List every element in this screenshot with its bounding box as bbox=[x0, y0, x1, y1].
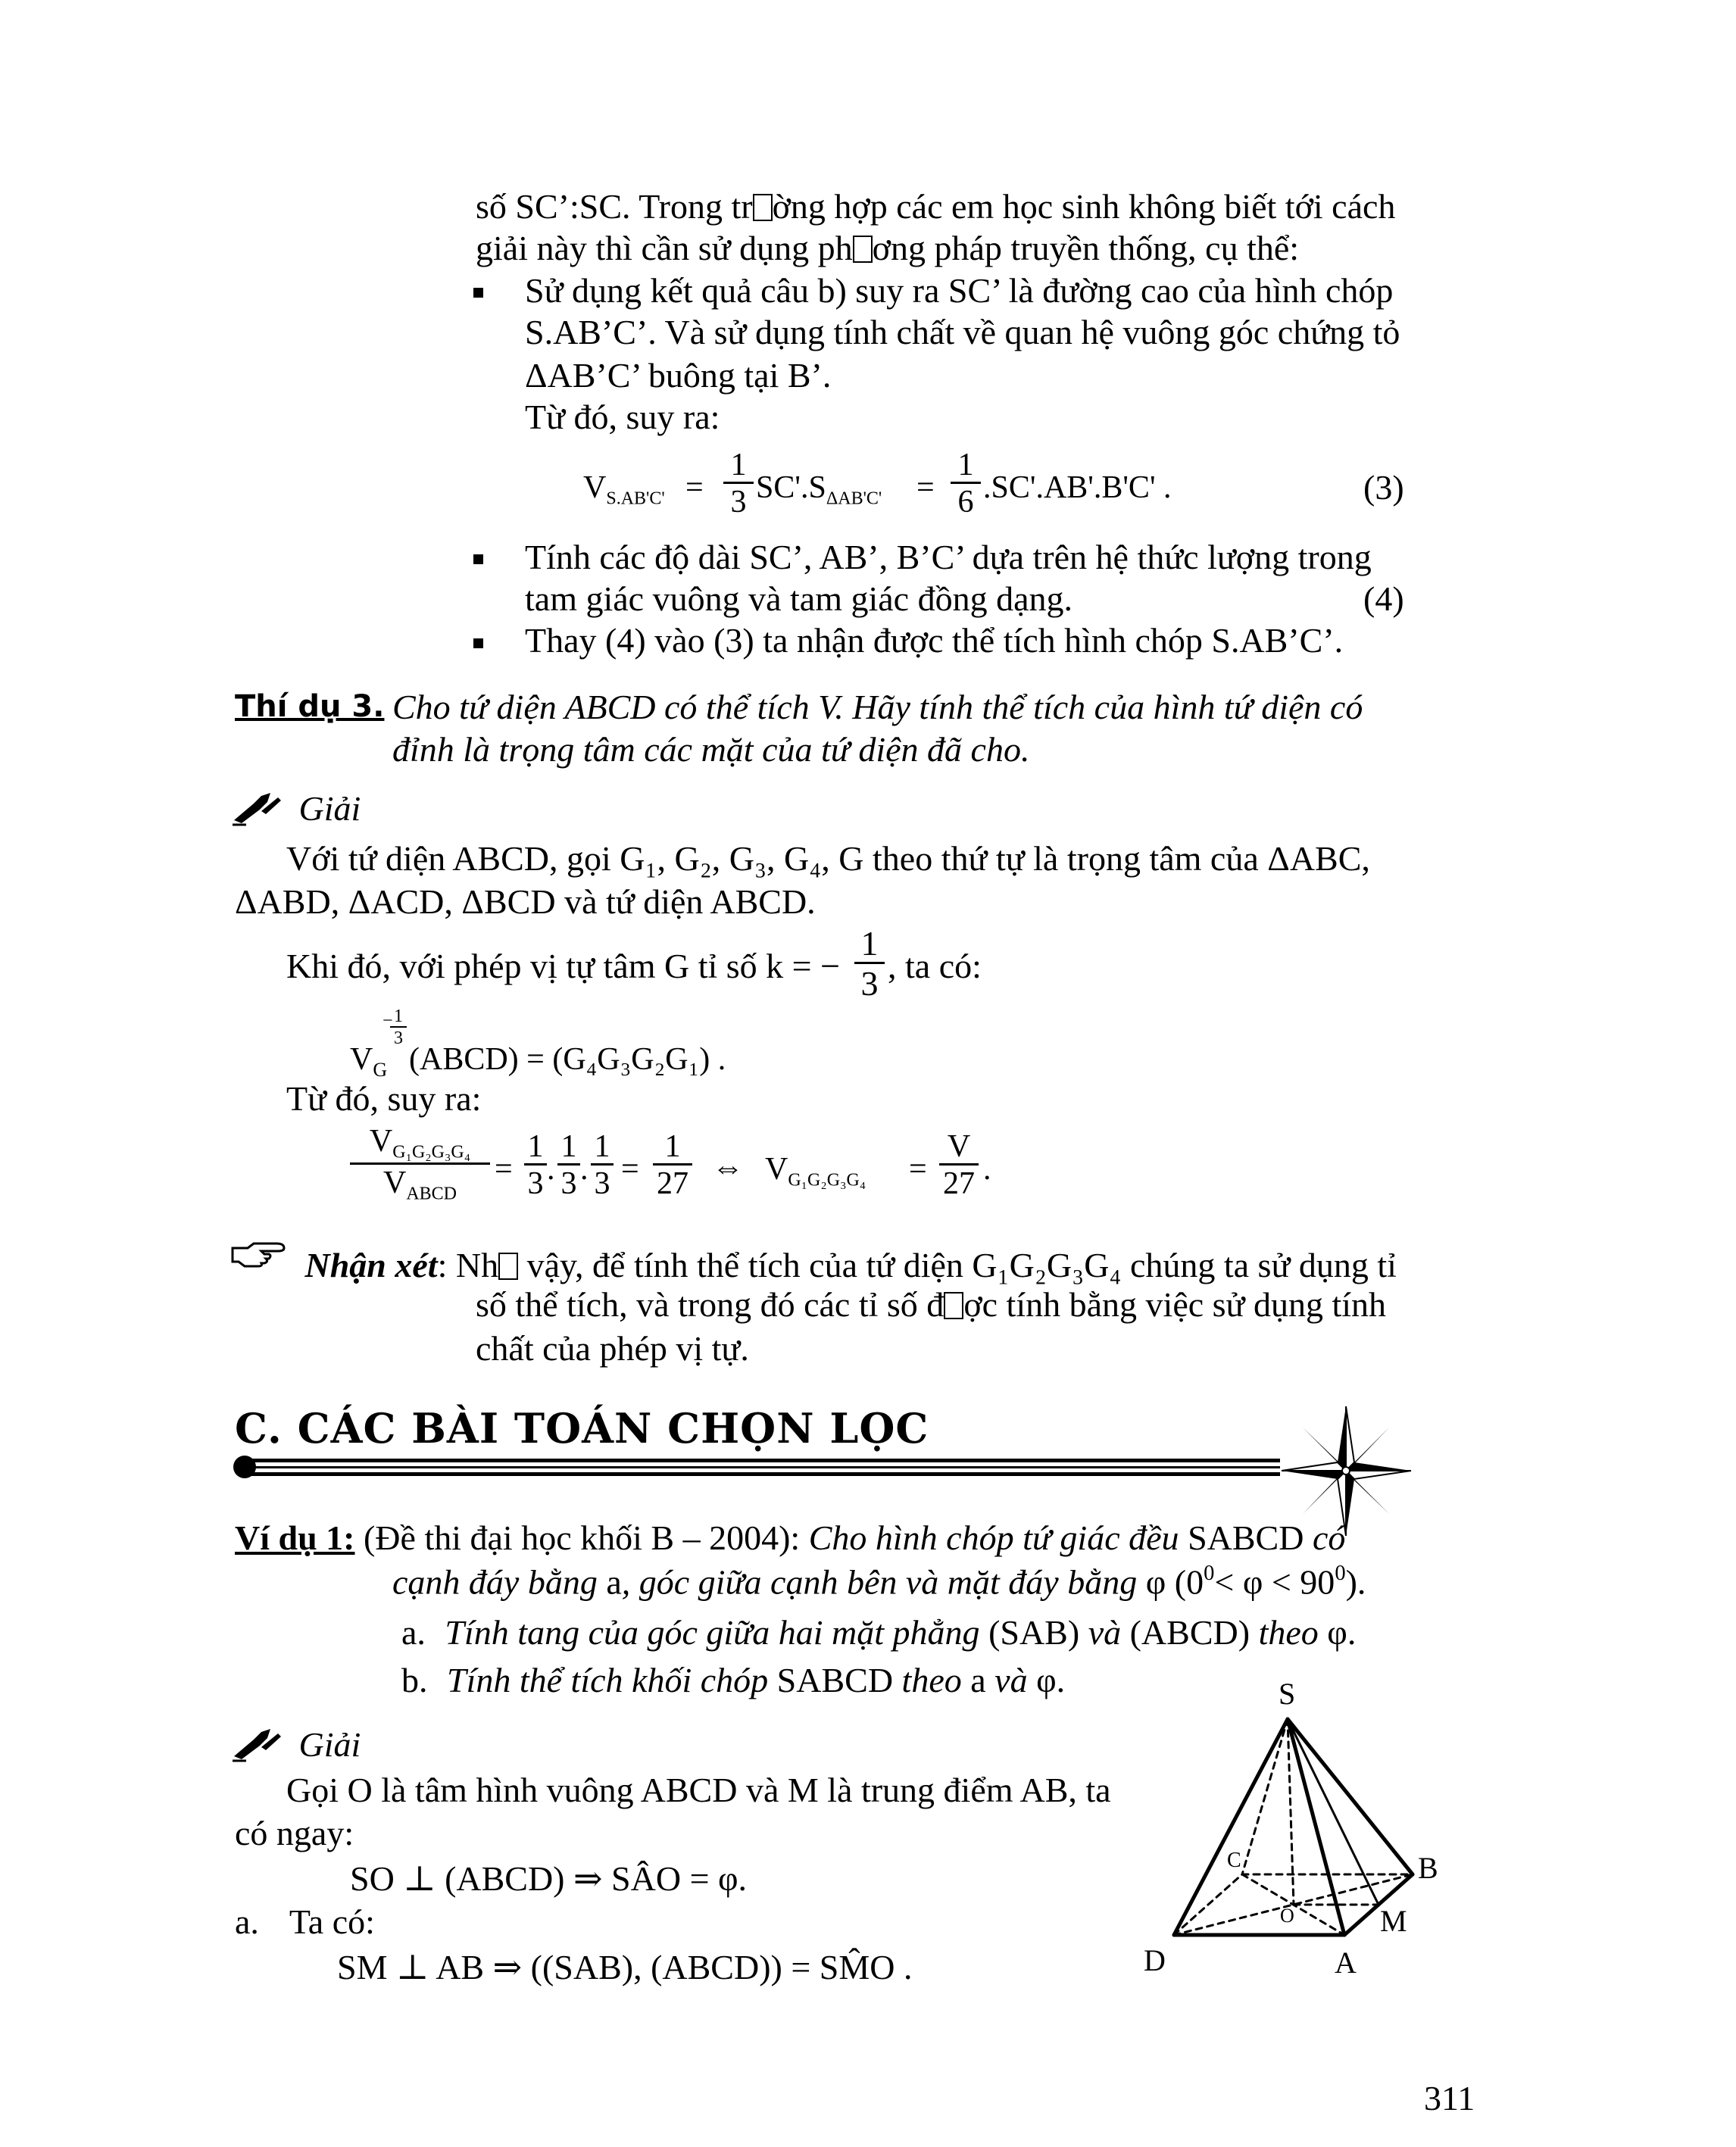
label-b: B bbox=[1418, 1851, 1438, 1885]
bullet-2-marker bbox=[473, 554, 483, 564]
example-1-part-b: b. Tính thể tích khối chóp SABCD theo a và φ. bbox=[401, 1661, 1066, 1699]
bullet-1-line-4: Từ đó, suy ra: bbox=[525, 398, 720, 436]
example-1-line-2: cạnh đáy bằng a, góc giữa cạnh bên và mặt đáy bằng φ $(0^0< \varphi < 90^0)$. bbox=[392, 1562, 1366, 1602]
page-number: 311 bbox=[1424, 2079, 1475, 2117]
intro-line-2: giải này thì cần sử dụng ph ơng pháp truyền thống, cụ thể: bbox=[476, 229, 1300, 267]
solution-3-line-5: Từ đó, suy ra: bbox=[286, 1079, 482, 1118]
bullet-1-line-3: ΔAB’C’ buông tại B’. bbox=[525, 356, 832, 395]
solution-1-line-5: SM ⊥ AB ⇒ ((SAB), (ABCD)) = SM̂O . bbox=[337, 1948, 913, 1986]
solution-1-line-1: Gọi O là tâm hình vuông ABCD và M là trung điểm AB, ta bbox=[286, 1771, 1111, 1809]
label-s: S bbox=[1279, 1681, 1296, 1711]
bullet-3-marker bbox=[473, 638, 483, 648]
bullet-2-line-2: tam giác vuông và tam giác đồng dạng. bbox=[525, 579, 1073, 618]
label-m: M bbox=[1380, 1904, 1407, 1938]
example-3-line-1: Cho tứ diện ABCD có thể tích V. Hãy tính thể tích của hình tứ diện có bbox=[392, 688, 1363, 726]
label-d: D bbox=[1144, 1943, 1166, 1977]
solution-3-line-1: Với tứ diện ABCD, gọi G₁, G₂, G₃, G₄, G theo thứ tự là trọng tâm của ΔABC, bbox=[286, 839, 1370, 878]
remark-line-2: số thể tích, và trong đó các tỉ số đ ợc tính bằng việc sử dụng tính bbox=[476, 1285, 1387, 1324]
bullet-2-line-1: Tính các độ dài SC’, AB’, B’C’ dựa trên hệ thức lượng trong bbox=[525, 538, 1372, 576]
writing-hand-icon bbox=[231, 1726, 284, 1762]
pointing-hand-icon bbox=[231, 1242, 286, 1272]
bullet-2-number: (4) bbox=[1363, 579, 1404, 618]
intro-line-1: số SC’:SC. Trong tr ờng hợp các em học sinh không biết tới cách bbox=[476, 187, 1396, 226]
bullet-1-line-2: S.AB’C’. Và sử dụng tính chất về quan hệ vuông góc chứng tỏ bbox=[525, 313, 1400, 351]
label-c: C bbox=[1227, 1849, 1241, 1872]
writing-hand-icon bbox=[231, 790, 284, 826]
example-1-part-a: a. Tính tang của góc giữa hai mặt phẳng (SAB) và (ABCD) theo φ. bbox=[401, 1613, 1357, 1652]
remark-line-3: chất của phép vị tự. bbox=[476, 1329, 749, 1368]
solution-1-line-3: SO ⊥ (ABCD) ⇒ SÂO = φ. bbox=[350, 1859, 748, 1898]
section-c-heading: C. CÁC BÀI TOÁN CHỌN LỌC bbox=[235, 1404, 929, 1453]
pyramid-figure bbox=[1136, 1681, 1454, 1992]
solution-3-line-2: ΔABD, ΔACD, ΔBCD và tứ diện ABCD. bbox=[235, 882, 816, 921]
example-3-line-2: đỉnh là trọng tâm các mặt của tứ diện đã cho. bbox=[392, 730, 1030, 769]
solution-1-line-2: có ngay: bbox=[235, 1814, 354, 1852]
label-a: A bbox=[1335, 1946, 1357, 1980]
compass-star-icon bbox=[1280, 1405, 1413, 1537]
example-3-label: Thí dụ 3. bbox=[235, 689, 385, 724]
bullet-3-line-1: Thay (4) vào (3) ta nhận được thể tích hình chóp S.AB’C’. bbox=[525, 621, 1344, 660]
solve-heading-1: Giải bbox=[231, 789, 361, 829]
example-1-line-1: Ví dụ 1: (Đề thi đại học khối B – 2004): Cho hình chóp tứ giác đều SABCD có bbox=[235, 1518, 1346, 1557]
bullet-1-marker bbox=[473, 288, 483, 298]
bullet-1-line-1: Sử dụng kết quả câu b) suy ra SC’ là đường cao của hình chóp bbox=[525, 271, 1394, 310]
remark-line-1: Nhận xét: Nh vậy, để tính thể tích của tứ diện G₁G₂G₃G₄ chúng ta sử dụng tỉ bbox=[231, 1242, 1397, 1286]
solution-1-line-4: a. Ta có: bbox=[235, 1902, 375, 1941]
solve-heading-2: Giải bbox=[231, 1725, 361, 1765]
label-o: O bbox=[1280, 1905, 1294, 1927]
